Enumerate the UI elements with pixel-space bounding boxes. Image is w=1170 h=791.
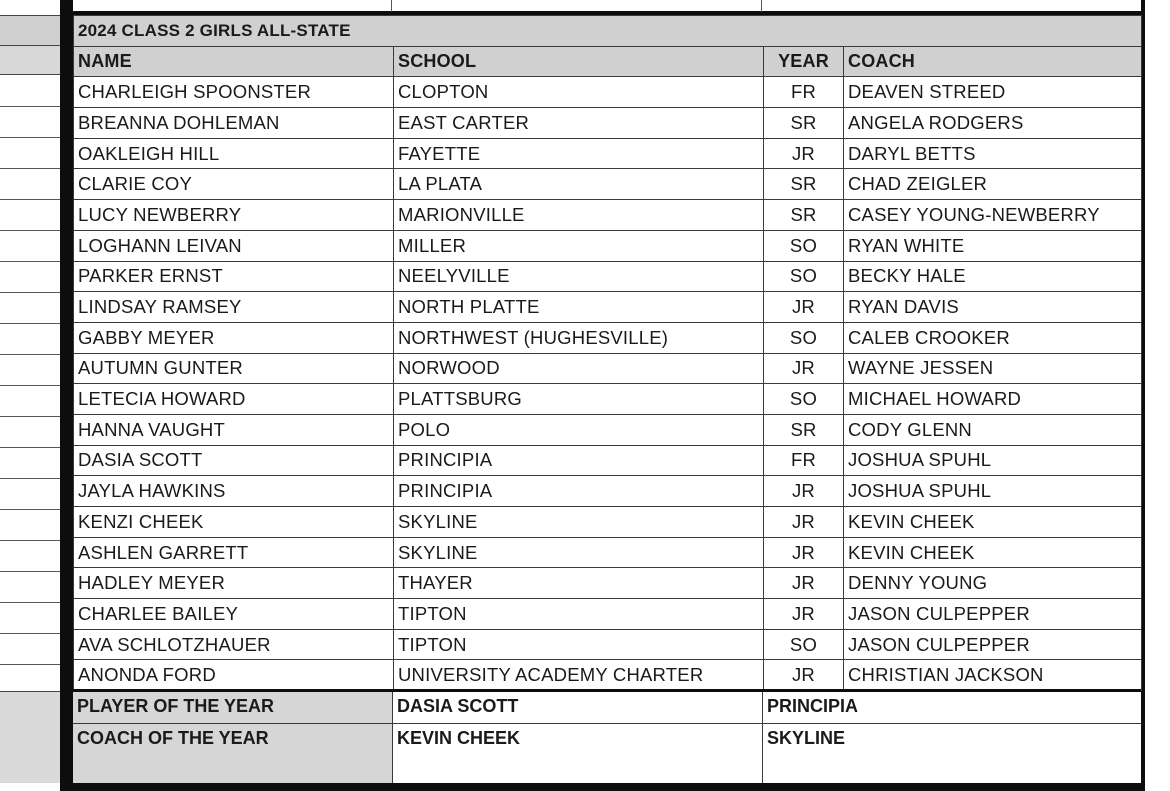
column-header-year: YEAR	[764, 46, 844, 77]
player-name: DASIA SCOTT	[74, 445, 394, 476]
player-of-the-year-school: PRINCIPIA	[767, 696, 859, 716]
player-year: SO	[764, 322, 844, 353]
player-school: THAYER	[394, 568, 764, 599]
player-school: CLOPTON	[394, 77, 764, 108]
column-header-school: SCHOOL	[394, 46, 764, 77]
player-name: AVA SCHLOTZHAUER	[74, 629, 394, 660]
player-year: JR	[764, 507, 844, 538]
column-header-name: NAME	[74, 46, 394, 77]
player-name: GABBY MEYER	[74, 322, 394, 353]
page-divider	[60, 0, 73, 791]
player-school: SKYLINE	[394, 537, 764, 568]
player-school: NEELYVILLE	[394, 261, 764, 292]
player-year: SO	[764, 230, 844, 261]
player-year: JR	[764, 292, 844, 323]
table-row	[74, 230, 1142, 261]
table-row	[74, 568, 1142, 599]
coach-of-the-year-row	[73, 723, 1141, 785]
player-of-the-year-name: DASIA SCOTT	[393, 692, 763, 723]
player-name: BREANNA DOHLEMAN	[74, 108, 394, 139]
player-year: JR	[764, 660, 844, 691]
right-page-edge	[1141, 0, 1170, 791]
player-name: KENZI CHEEK	[74, 507, 394, 538]
player-coach: JOSHUA SPUHL	[844, 476, 1142, 507]
player-year: FR	[764, 77, 844, 108]
player-school: LA PLATA	[394, 169, 764, 200]
player-school: PRINCIPIA	[394, 476, 764, 507]
table-row	[74, 292, 1142, 323]
player-name: JAYLA HAWKINS	[74, 476, 394, 507]
player-coach: CODY GLENN	[844, 414, 1142, 445]
table-row	[74, 108, 1142, 139]
player-school: NORWOOD	[394, 353, 764, 384]
player-year: JR	[764, 599, 844, 630]
header-row	[74, 46, 1142, 77]
table-row	[74, 200, 1142, 231]
player-school: EAST CARTER	[394, 108, 764, 139]
table-row	[74, 138, 1142, 169]
player-year: SR	[764, 414, 844, 445]
player-coach: CHAD ZEIGLER	[844, 169, 1142, 200]
table-row	[74, 507, 1142, 538]
player-name: LOGHANN LEIVAN	[74, 230, 394, 261]
column-header-coach: COACH	[844, 46, 1142, 77]
player-year: JR	[764, 476, 844, 507]
player-school: NORTH PLATTE	[394, 292, 764, 323]
table-row	[74, 537, 1142, 568]
left-header-band	[0, 45, 60, 75]
player-year: FR	[764, 445, 844, 476]
player-of-the-year-row	[73, 692, 1141, 723]
left-title-band	[0, 15, 60, 46]
player-name: LETECIA HOWARD	[74, 384, 394, 415]
coach-of-the-year-label: COACH OF THE YEAR	[73, 724, 393, 785]
player-coach: DENNY YOUNG	[844, 568, 1142, 599]
player-coach: JASON CULPEPPER	[844, 629, 1142, 660]
player-name: CHARLEE BAILEY	[74, 599, 394, 630]
player-coach: KEVIN CHEEK	[844, 507, 1142, 538]
player-school: POLO	[394, 414, 764, 445]
player-coach: JASON CULPEPPER	[844, 599, 1142, 630]
player-coach: CASEY YOUNG-NEWBERRY	[844, 200, 1142, 231]
player-year: JR	[764, 138, 844, 169]
previous-page-edge	[0, 0, 60, 791]
player-coach: DARYL BETTS	[844, 138, 1142, 169]
player-school: TIPTON	[394, 599, 764, 630]
player-name: HADLEY MEYER	[74, 568, 394, 599]
table-title: 2024 CLASS 2 GIRLS ALL-STATE	[74, 16, 1142, 47]
bottom-border	[73, 783, 1141, 791]
coach-of-the-year-school: SKYLINE	[767, 728, 846, 748]
player-year: JR	[764, 537, 844, 568]
player-coach: ANGELA RODGERS	[844, 108, 1142, 139]
player-year: JR	[764, 353, 844, 384]
player-year: SR	[764, 169, 844, 200]
all-state-table	[73, 15, 1142, 691]
table-row	[74, 445, 1142, 476]
table-row	[74, 169, 1142, 200]
player-coach: CHRISTIAN JACKSON	[844, 660, 1142, 691]
table-row	[74, 384, 1142, 415]
player-coach: MICHAEL HOWARD	[844, 384, 1142, 415]
player-coach: WAYNE JESSEN	[844, 353, 1142, 384]
player-coach: DEAVEN STREED	[844, 77, 1142, 108]
player-coach: RYAN WHITE	[844, 230, 1142, 261]
table-title-row	[74, 16, 1142, 47]
player-school: FAYETTE	[394, 138, 764, 169]
player-name: ASHLEN GARRETT	[74, 537, 394, 568]
table-row	[74, 353, 1142, 384]
player-school: PRINCIPIA	[394, 445, 764, 476]
player-name: LINDSAY RAMSEY	[74, 292, 394, 323]
player-year: SO	[764, 629, 844, 660]
table-row	[74, 660, 1142, 691]
player-coach: JOSHUA SPUHL	[844, 445, 1142, 476]
player-name: CHARLEIGH SPOONSTER	[74, 77, 394, 108]
player-name: LUCY NEWBERRY	[74, 200, 394, 231]
player-coach: RYAN DAVIS	[844, 292, 1142, 323]
table-row	[74, 599, 1142, 630]
coach-of-the-year-name: KEVIN CHEEK	[393, 724, 763, 785]
player-school: MARIONVILLE	[394, 200, 764, 231]
player-coach: CALEB CROOKER	[844, 322, 1142, 353]
table-row	[74, 414, 1142, 445]
table-row	[74, 476, 1142, 507]
player-school: NORTHWEST (HUGHESVILLE)	[394, 322, 764, 353]
player-year: SR	[764, 108, 844, 139]
player-year: SO	[764, 384, 844, 415]
awards-section	[73, 689, 1141, 785]
player-name: ANONDA FORD	[74, 660, 394, 691]
player-school: MILLER	[394, 230, 764, 261]
table-row	[74, 77, 1142, 108]
player-of-the-year-label: PLAYER OF THE YEAR	[73, 692, 393, 723]
player-name: HANNA VAUGHT	[74, 414, 394, 445]
player-school: SKYLINE	[394, 507, 764, 538]
player-name: AUTUMN GUNTER	[74, 353, 394, 384]
player-school: TIPTON	[394, 629, 764, 660]
table-row	[74, 322, 1142, 353]
player-name: PARKER ERNST	[74, 261, 394, 292]
all-state-sheet	[73, 15, 1141, 783]
top-border	[73, 0, 1141, 15]
table-row	[74, 261, 1142, 292]
player-year: SO	[764, 261, 844, 292]
player-school: UNIVERSITY ACADEMY CHARTER	[394, 660, 764, 691]
player-year: SR	[764, 200, 844, 231]
player-year: JR	[764, 568, 844, 599]
player-coach: BECKY HALE	[844, 261, 1142, 292]
player-name: OAKLEIGH HILL	[74, 138, 394, 169]
table-row	[74, 629, 1142, 660]
player-school: PLATTSBURG	[394, 384, 764, 415]
player-coach: KEVIN CHEEK	[844, 537, 1142, 568]
left-footer-band	[0, 691, 60, 783]
player-name: CLARIE COY	[74, 169, 394, 200]
